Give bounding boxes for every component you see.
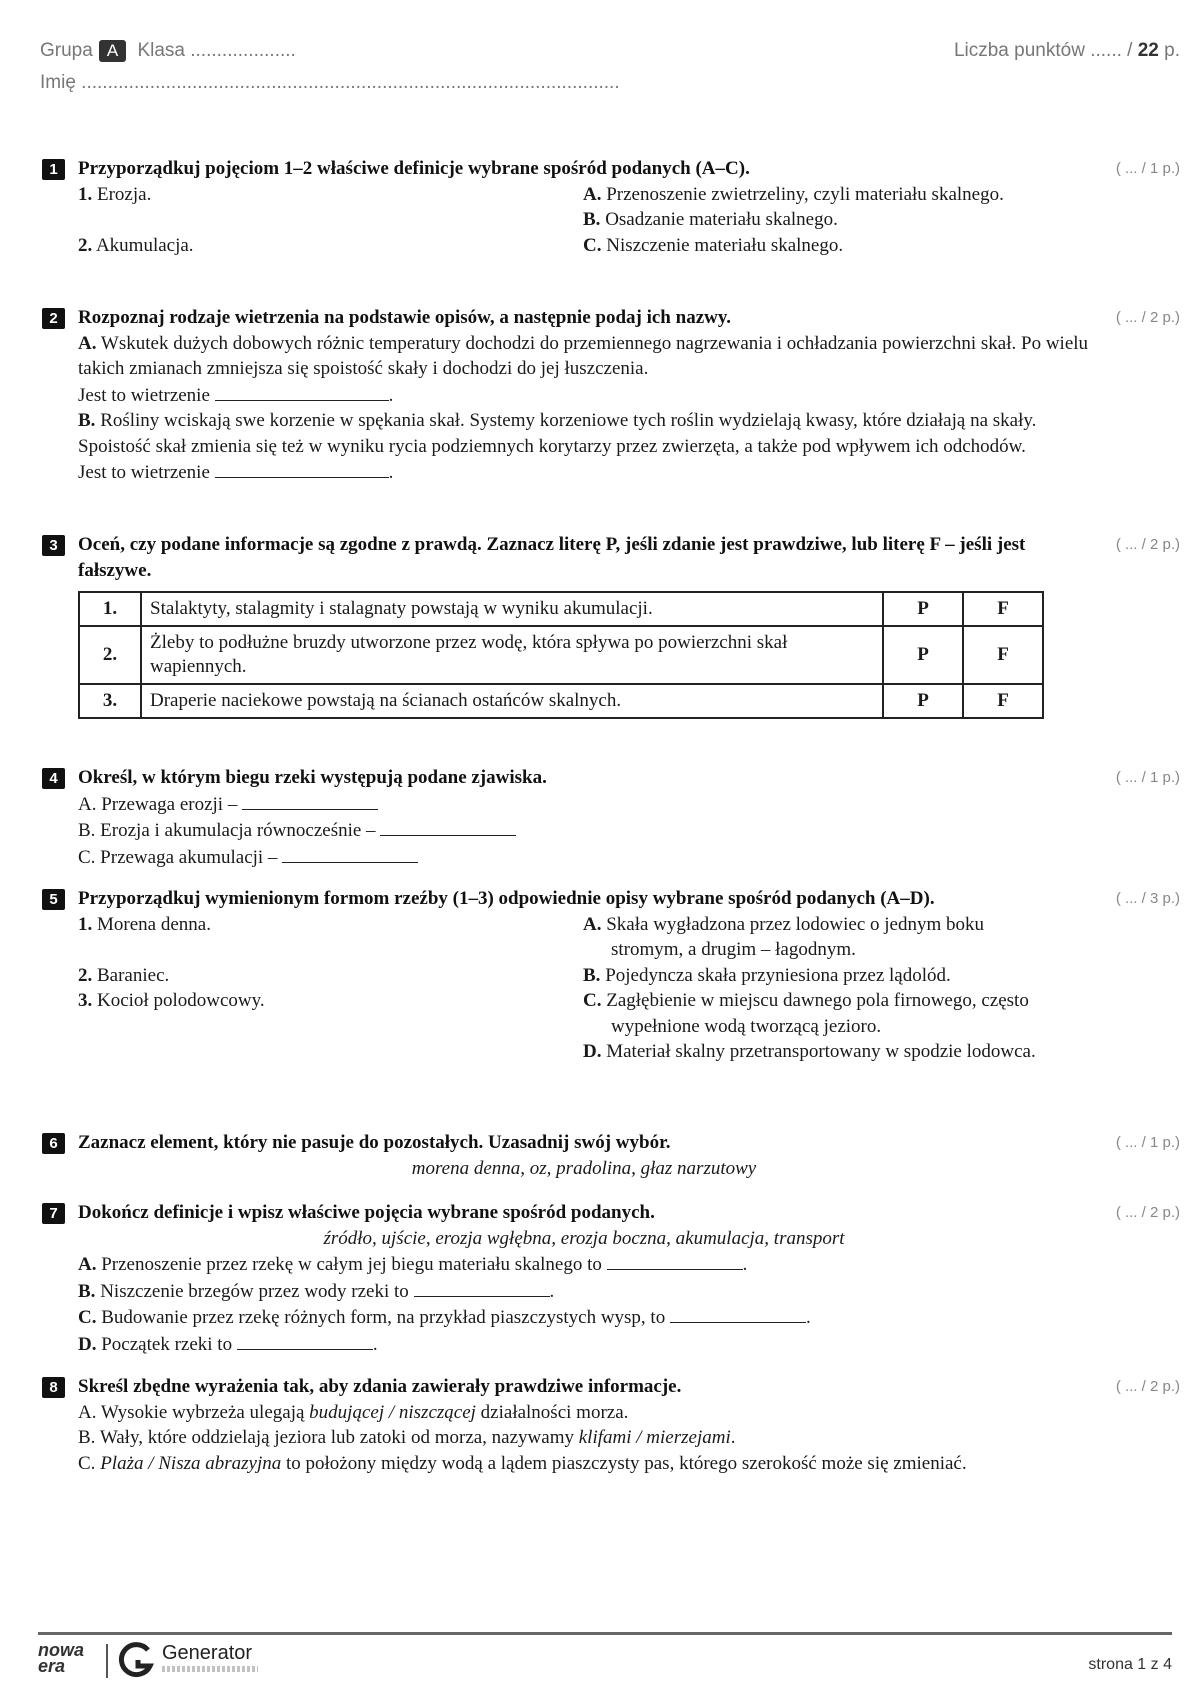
option-false[interactable]: F: [963, 684, 1043, 718]
task-6-points: ( ... / 1 p.): [1115, 1134, 1180, 1151]
list-item: 2. Akumulacja.: [78, 234, 194, 256]
task-2-instruction: Rozpoznaj rodzaje wietrzenia na podstawie opisów, a następnie podaj ich nazwy.: [78, 307, 732, 328]
option-true[interactable]: P: [883, 626, 963, 684]
task-1-points: ( ... / 1 p.): [1115, 160, 1180, 177]
task-3-instruction: Oceń, czy podane informacje są zgodne z prawdą. Zaznacz literę P, jeśli zdanie jest prawdziwe, lub literę F – jeśli jest fałszywe.: [78, 534, 1026, 581]
task-8-heading: [40, 1374, 1180, 1400]
task-1-heading: [40, 156, 1180, 182]
option-false[interactable]: F: [963, 626, 1043, 684]
task-5-matching: [40, 912, 1180, 1065]
list-item: B. Erozja i akumulacja równocześnie –: [78, 817, 1090, 844]
class-field: Klasa ....................: [137, 40, 296, 61]
list-item: B. Niszczenie brzegów przez wody rzeki to .: [78, 1278, 1090, 1305]
task-6-heading: [40, 1130, 1180, 1156]
list-item: B. Pojedyncza skała przyniesiona przez lądolód.: [583, 964, 951, 986]
task-5-heading: [40, 886, 1180, 912]
descriptions-column: [583, 912, 1053, 1065]
points-total: [954, 40, 1180, 62]
task-number-badge: 6: [42, 1133, 65, 1154]
task-number-badge: 3: [42, 535, 65, 556]
nowa-era-logo: nowa era: [38, 1640, 85, 1676]
task-1-instruction: Przyporządkuj pojęciom 1–2 właściwe definicje wybrane spośród podanych (A–C).: [78, 158, 750, 179]
task-number-badge: 8: [42, 1377, 65, 1398]
task-2: [40, 305, 1180, 486]
points-suffix: p.: [1164, 40, 1180, 61]
task-4-body: [40, 791, 1180, 871]
option-false[interactable]: F: [963, 592, 1043, 626]
generator-g-icon: [118, 1642, 154, 1680]
footer-divider: [38, 1632, 1172, 1635]
list-item: A. Przenoszenie przez rzekę w całym jej biegu materiału skalnego to .: [78, 1251, 1090, 1278]
group-class-line: [40, 40, 296, 62]
list-item: C. Przewaga akumulacji –: [78, 844, 1090, 871]
list-item: C. Zagłębienie w miejscu dawnego pola firnowego, często wypełnione wodą tworzącą jezioro.: [583, 990, 1029, 1037]
list-item: A. Skała wygładzona przez lodowiec o jednym boku stromym, a drugim – łagodnym.: [583, 913, 985, 960]
true-false-table: [78, 591, 1044, 719]
task-8-points: ( ... / 2 p.): [1115, 1378, 1180, 1395]
task-7-options: źródło, ujście, erozja wgłębna, erozja boczna, akumulacja, transport: [323, 1227, 845, 1249]
description-b: B. Rośliny wciskają swe korzenie w spękania skał. Systemy korzeniowe tych roślin wydzielają kwasy, które działają na skały. Spoistość skał zmienia się też w wyniku rycia podziemnych korytarzy przez zwierzęta, a także pod wpływem ich odchodów.: [78, 410, 1037, 457]
definitions-column: [583, 182, 1053, 259]
list-item: A. Przewaga erozji –: [78, 791, 1090, 818]
task-7: [40, 1200, 1180, 1357]
choice-c[interactable]: Plaża / Nisza abrazyjna: [100, 1452, 282, 1474]
task-7-instruction: Dokończ definicje i wpisz właściwe pojęcia wybrane spośród podanych.: [78, 1202, 655, 1223]
list-item: 1. Erozja.: [78, 183, 152, 205]
task-5: [40, 886, 1180, 1065]
group-badge: A: [99, 40, 126, 62]
task-3: [40, 532, 1180, 719]
task-6-instruction: Zaznacz element, który nie pasuje do pozostałych. Uzasadnij swój wybór.: [78, 1132, 671, 1153]
table-row: 3. Draperie naciekowe powstają na ścianach ostańców skalnych. P F: [79, 684, 1043, 718]
table-row: 2. Żleby to podłużne bruzdy utworzone przez wodę, która spływa po powierzchni skał wapiennych. P F: [79, 626, 1043, 684]
task-8: [40, 1374, 1180, 1476]
option-true[interactable]: P: [883, 684, 963, 718]
task-2-points: ( ... / 2 p.): [1115, 309, 1180, 326]
list-item: D. Początek rzeki to .: [78, 1331, 1090, 1358]
task-4-heading: [40, 765, 1180, 791]
list-item: D. Materiał skalny przetransportowany w spodzie lodowca.: [583, 1041, 1036, 1062]
task-number-badge: 5: [42, 889, 65, 910]
task-7-heading: [40, 1200, 1180, 1226]
answer-line-a: Jest to wietrzenie .: [78, 382, 1090, 409]
task-8-instruction: Skreśl zbędne wyrażenia tak, aby zdania zawierały prawdziwe informacje.: [78, 1376, 682, 1397]
concepts-column: [78, 182, 583, 259]
task-2-body: [40, 331, 1180, 486]
generator-logo-text: Generator: [162, 1642, 253, 1664]
task-7-body: [40, 1226, 1180, 1358]
task-1-matching: [40, 182, 1180, 259]
page-number: strona 1 z 4: [1088, 1656, 1172, 1673]
task-number-badge: 7: [42, 1203, 65, 1224]
task-5-instruction: Przyporządkuj wymienionym formom rzeźby (1–3) odpowiednie opisy wybrane spośród podanych (A–D).: [78, 888, 935, 909]
task-8-body: [40, 1400, 1180, 1477]
points-prefix: Liczba punktów ...... /: [953, 40, 1133, 61]
task-4-points: ( ... / 1 p.): [1115, 769, 1180, 786]
task-3-points: ( ... / 2 p.): [1115, 536, 1180, 553]
answer-line-b: Jest to wietrzenie .: [78, 459, 1090, 486]
choice-a[interactable]: budującej / niszczącej: [309, 1401, 476, 1423]
list-item: B. Osadzanie materiału skalnego.: [583, 209, 838, 230]
description-a: A. Wskutek dużych dobowych różnic temperatury dochodzi do przemiennego nagrzewania i ochładzania powierzchni skał. Po wielu takich zmianach zmniejsza się spoistość skały i dochodzi do jej łuszczenia.: [78, 332, 1089, 379]
option-true[interactable]: P: [883, 592, 963, 626]
logo-divider: [106, 1644, 108, 1678]
task-6: [40, 1130, 1180, 1181]
task-number-badge: 2: [42, 308, 65, 329]
task-4: [40, 765, 1180, 870]
sentence-b: B. Wały, które oddzielają jeziora lub zatoki od morza, nazywamy klifami / mierzejami.: [78, 1427, 736, 1448]
sentence-c: C. Plaża / Nisza abrazyjna to położony między wodą a lądem piaszczysty pas, którego szerokość może się zmieniać.: [78, 1452, 967, 1474]
page-footer: [38, 1642, 1172, 1682]
list-item: C. Budowanie przez rzekę różnych form, na przykład piaszczystych wysp, to .: [78, 1304, 1090, 1331]
choice-b[interactable]: klifami / mierzejami: [578, 1427, 731, 1448]
task-number-badge: 1: [42, 159, 65, 180]
list-item: 2. Baraniec.: [78, 964, 170, 986]
task-number-badge: 4: [42, 768, 65, 789]
task-7-points: ( ... / 2 p.): [1115, 1204, 1180, 1221]
task-6-options: morena denna, oz, pradolina, głaz narzutowy: [411, 1157, 757, 1179]
task-4-instruction: Określ, w którym biegu rzeki występują podane zjawiska.: [78, 767, 547, 788]
points-max: 22: [1137, 40, 1159, 61]
task-5-points: ( ... / 3 p.): [1115, 890, 1180, 907]
list-item: A. Przenoszenie zwietrzeliny, czyli materiału skalnego.: [583, 183, 1004, 205]
list-item: 1. Morena denna.: [78, 913, 211, 935]
list-item: C. Niszczenie materiału skalnego.: [583, 234, 844, 256]
group-label: Grupa: [40, 40, 93, 61]
task-3-heading: [40, 532, 1180, 583]
forms-column: [78, 912, 583, 1065]
sentence-a: A. Wysokie wybrzeża ulegają budującej / niszczącej działalności morza.: [78, 1401, 629, 1423]
name-field: Imię ......................................................................................................: [40, 72, 620, 93]
generator-tagline: [162, 1666, 258, 1672]
task-1: [40, 156, 1180, 258]
list-item: 3. Kocioł polodowcowy.: [78, 990, 265, 1011]
table-row: 1. Stalaktyty, stalagmity i stalagnaty powstają w wyniku akumulacji. P F: [79, 592, 1043, 626]
task-2-heading: [40, 305, 1180, 331]
